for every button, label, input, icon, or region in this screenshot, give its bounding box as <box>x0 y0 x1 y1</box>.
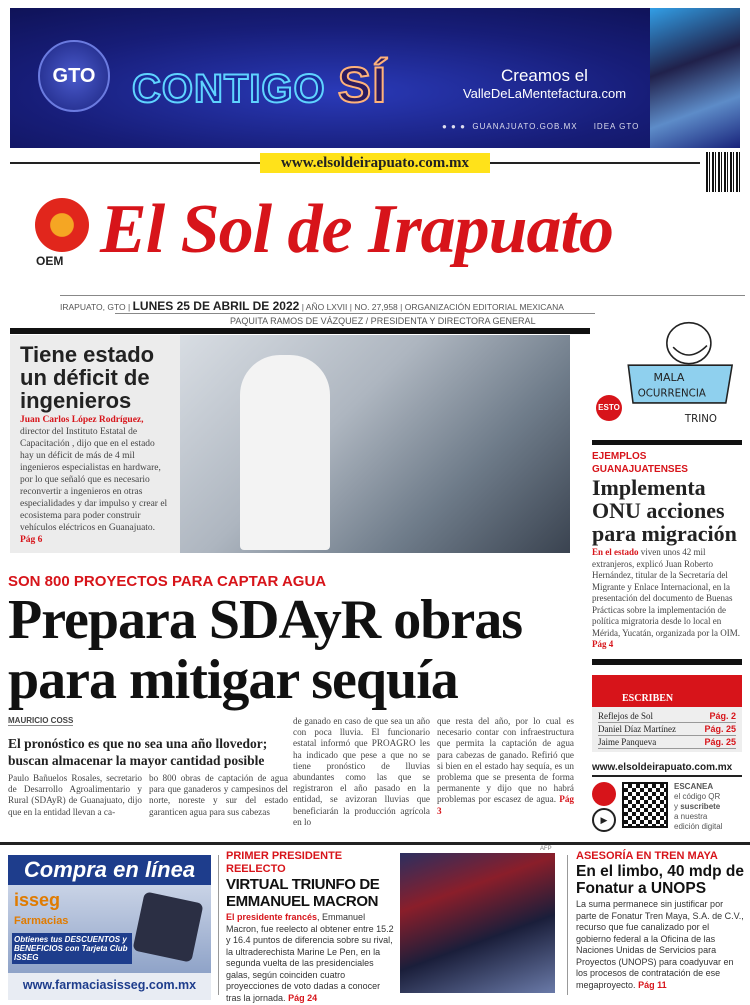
subscribe-text: suscribete <box>680 801 721 811</box>
newspaper-title: El Sol de Irapuato <box>100 191 613 268</box>
scan-text: edición digital <box>674 821 723 831</box>
byline: MAURICIO COSS <box>8 716 74 725</box>
play-icon[interactable]: ▶ <box>592 808 616 832</box>
escriben-header: ESCRIBEN <box>592 675 742 707</box>
black-bar <box>592 440 742 445</box>
main-headline[interactable]: Prepara SDAyR obras para mitigar sequía <box>8 589 523 711</box>
headline: VIRTUAL TRIUNFO DE EMMANUEL MACRON <box>226 876 380 910</box>
page-ref: Pág. 25 <box>704 736 736 747</box>
ad-footer <box>442 122 639 131</box>
headline-onu[interactable]: Implementa ONU acciones para migración <box>592 475 737 546</box>
column-text: que resta del año, por lo cual es necesario contar con infraestructura que permita la captación de agua para cabezas de ganado. Refirió que si bien en el estado hay sequía, es un problema que se presenta de forma permanente y dijo que no habrá problemas por escasez de agua. <box>437 716 574 805</box>
page-ref: Pág 4 <box>592 639 614 649</box>
city: IRAPUATO, GTO <box>60 302 126 312</box>
columnist: Reflejos de Sol <box>598 710 653 721</box>
scan-text: y <box>674 801 678 811</box>
section-divider <box>0 842 750 845</box>
story-ingenieros[interactable] <box>10 335 180 553</box>
factory-worker-photo <box>180 335 570 553</box>
page-ref: Pág 6 <box>20 535 43 545</box>
farmacias-isseg-ad[interactable] <box>8 855 211 1000</box>
edition-info: IRAPUATO, GTO | LUNES 25 DE ABRIL DE 2022 | AÑO LXVII | NO. 27,958 | ORGANIZACIÓN EDITORIAL MEXICANA <box>60 299 564 313</box>
main-columns-left <box>8 773 288 818</box>
main-column-4 <box>437 716 574 817</box>
body: director del Instituto Estatal de Capacitación , dijo que en el estado hay un déficit de más de 4 mil ingenieros especialistas en hardware, por lo que señaló que es necesario reconvertir a ingenieros en otras especialidades y dar impulso y crear el ecosistema para poder construir vehículos eléctricos en Guanajuato. <box>20 427 168 533</box>
cartoon-title-2: OCURRENCIA <box>637 388 706 400</box>
ad-footer-brand: IDEA GTO <box>593 122 640 131</box>
macron-photo <box>400 853 555 993</box>
story-body <box>576 899 746 991</box>
columnist: Jaime Panqueva <box>598 736 657 747</box>
story-fonatur[interactable] <box>576 850 746 991</box>
main-left-block <box>8 735 288 818</box>
photo-credit: AFP <box>540 846 552 852</box>
esto-badge[interactable]: ESTO <box>596 395 622 421</box>
sol-logo-icon <box>592 782 616 806</box>
director-line: PAQUITA RAMOS DE VÁZQUEZ / PRESIDENTA Y DIRECTORA GENERAL <box>230 316 536 326</box>
cartoon-face <box>667 323 711 364</box>
divider <box>218 855 219 995</box>
main-column-2: bo 800 obras de captación de agua para que ganaderos y campesinos del norte, noreste y sur del estado garanticen agua para sus cabezas <box>149 773 288 817</box>
phone-image <box>132 891 203 962</box>
black-bar <box>592 659 742 665</box>
page-ref: Pág. 25 <box>704 723 736 734</box>
body: , Emmanuel Macron, fue reelecto al obtener entre 15.2 y 16.4 puntos de diferencia sobre su rival, la ultraderechista Marine Le Pen, en la segunda vuelta de las presidenciales galas, según coinciden cuatro proyecciones de voto dadas a conocer tras la jornada. <box>226 912 394 1003</box>
lead: El presidente francés <box>226 912 318 922</box>
oem-sun-logo <box>35 198 89 252</box>
social-icons: ● ● ● <box>442 122 466 131</box>
cartoon-author: TRINO <box>684 413 717 425</box>
slogan-si: SÍ <box>337 57 388 113</box>
cartoon-title-1: MALA <box>653 370 685 384</box>
columnist-row[interactable] <box>598 710 736 723</box>
body: viven unos 42 mil extranjeros, explicó Juan Roberto Hernández, titular de la Secretaría del Migrante y Enlace Internacional, en la presentación del documento de Buenas Prácticas sobre la implementación de política migratoria desde lo local en Mérida, Yucatán, organizada por la OIM. <box>592 547 740 638</box>
kicker: ASESORÍA EN TREN MAYA <box>576 850 718 862</box>
site-url-promo[interactable]: www.elsoldeirapuato.com.mx <box>592 762 742 777</box>
ad-promo: Obtienes tus DESCUENTOS y BENEFICIOS con Tarjeta Club ISSEG <box>12 933 132 964</box>
date: LUNES 25 DE ABRIL DE 2022 <box>132 299 300 313</box>
story-body <box>20 414 170 546</box>
subheadline: El pronóstico es que no sea una año llovedor; buscan almacenar la mayor cantidad posible <box>8 736 268 768</box>
story-macron[interactable] <box>226 850 394 1004</box>
ad-title: Compra en línea <box>8 855 211 885</box>
isseg-logo <box>14 891 68 930</box>
qr-promo <box>592 782 742 832</box>
gto-logo: GTO <box>38 40 110 112</box>
escriben-table <box>592 707 742 752</box>
scan-text: a nuestra <box>674 811 708 821</box>
brand-sub: Farmacias <box>14 915 69 927</box>
organization: ORGANIZACIÓN EDITORIAL MEXICANA <box>404 302 564 312</box>
columnist-row[interactable] <box>598 736 736 749</box>
year: AÑO LXVII <box>305 302 348 312</box>
divider <box>115 313 595 314</box>
page-ref: Pág 3 <box>437 794 575 816</box>
ad-line1: Creamos el <box>501 66 588 85</box>
mala-ocurrencia-cartoon[interactable] <box>622 318 740 436</box>
headline: En el limbo, 40 mdp de Fonatur a UNOPS <box>576 863 744 897</box>
divider <box>60 295 745 296</box>
main-column-1: Paulo Bañuelos Rosales, secretario de Desarrollo Agroalimentario y Rural (SDAyR) de Guanajuato, dijo que en la entidad llevan a ca- <box>8 773 142 817</box>
barcode <box>706 152 742 192</box>
story-body <box>226 912 394 1004</box>
ad-text <box>442 66 647 101</box>
page-ref: Pág. 2 <box>709 710 736 721</box>
ad-url: ValleDeLaMentefactura.com <box>462 86 627 101</box>
worker-figure <box>240 355 330 550</box>
qr-code[interactable] <box>622 782 668 828</box>
slogan-contigo: CONTIGO <box>132 67 326 111</box>
issue-number: NO. 27,958 <box>354 302 398 312</box>
divider <box>567 855 568 995</box>
promo-icons <box>592 782 616 832</box>
ad-url: www.farmaciasisseg.com.mx <box>22 978 197 992</box>
ad-slogan <box>132 56 387 114</box>
columnist: Daniel Díaz Martínez <box>598 723 676 734</box>
ad-footer-url: GUANAJUATO.GOB.MX <box>472 122 578 131</box>
kicker: PRIMER PRESIDENTE REELECTO <box>226 850 343 875</box>
ad-people-image <box>650 8 740 148</box>
lead: En el estado <box>592 547 639 557</box>
scan-text: el código QR <box>674 791 721 801</box>
page-ref: Pág 24 <box>288 992 318 1003</box>
top-banner-ad[interactable] <box>10 8 740 148</box>
qr-instructions <box>674 782 734 832</box>
right-column <box>592 440 742 832</box>
story-body-onu <box>592 547 742 651</box>
site-url[interactable]: www.elsoldeirapuato.com.mx <box>260 153 490 173</box>
kicker: EJEMPLOS GUANAJUATENSES <box>592 451 688 475</box>
ad-image <box>8 885 211 973</box>
body: La suma permanece sin justificar por parte de Fonatur Tren Maya, S.A. de C.V., recurso que fue canalizado por el gobierno federal a la Oficina de las Naciones Unidas de Servicios para Proyectos (UNOPS) para coadyuvar en los procesos de contratación de ese megaproyecto. <box>576 899 744 990</box>
oem-logo-text: OEM <box>36 254 64 268</box>
main-column-3: de ganado en caso de que sea un año con poca lluvia. El funcionario estatal informó que PROAGRO les ha indicado que pese a que no se tiene pronóstico de lluvias abundantes como las que se registraron el año pasado en la entidad, se avizoran lluvias que beneficiarán la producción agrícola en lo <box>293 716 430 827</box>
lead: Juan Carlos López Rodríguez, <box>20 415 144 425</box>
headline: Tiene estado un déficit de ingenieros <box>20 342 155 413</box>
black-bar <box>10 328 590 334</box>
brand: isseg <box>14 890 61 910</box>
main-kicker: SON 800 PROYECTOS PARA CAPTAR AGUA <box>8 573 327 590</box>
columnist-row[interactable] <box>598 723 736 736</box>
page-ref: Pág 11 <box>638 979 667 990</box>
scan-label: ESCANEA <box>674 781 714 791</box>
